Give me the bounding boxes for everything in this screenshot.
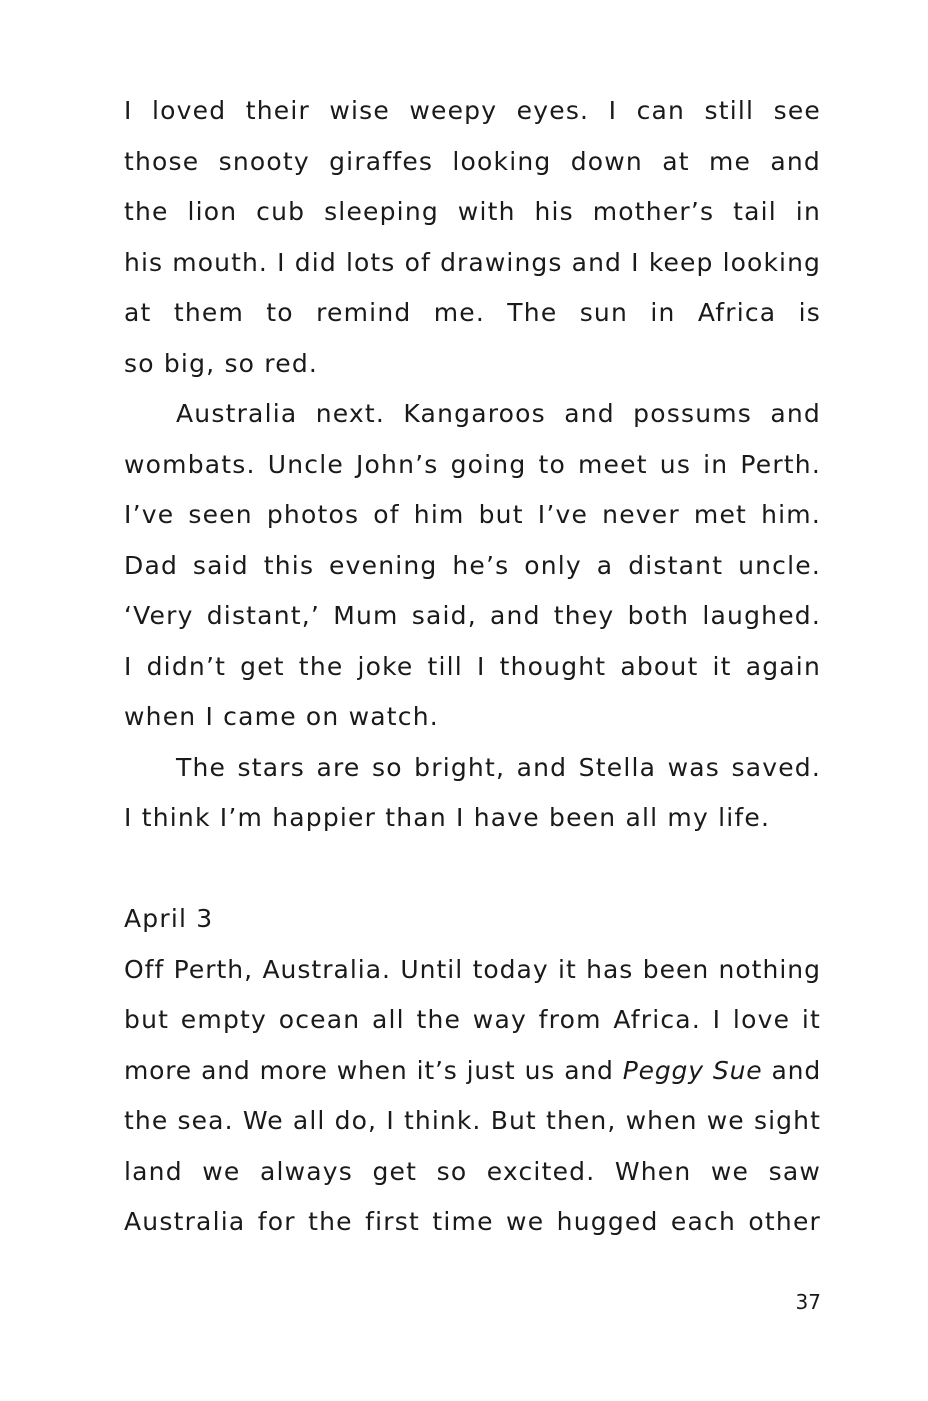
text-line: land we always get so excited. When we saw <box>124 1156 821 1186</box>
text-line: I’ve seen photos of him but I’ve never met him. <box>124 500 821 529</box>
text-line: those snooty giraffes looking down at me and <box>124 146 821 176</box>
text-line: the lion cub sleeping with his mother’s tail in <box>124 197 821 226</box>
text-line: ‘Very distant,’ Mum said, and they both laughed. <box>124 601 821 630</box>
section-gap <box>124 844 821 895</box>
text-line: the sea. We all do, I think. But then, when we sight <box>124 1106 821 1135</box>
text-line: his mouth. I did lots of drawings and I keep looking <box>124 247 821 277</box>
text-line: Dad said this evening he’s only a distant uncle. <box>124 550 821 580</box>
boat-name: Peggy Sue <box>622 1055 763 1085</box>
text-line: when I came on watch. <box>124 702 439 731</box>
text-line <box>124 1046 821 1097</box>
text-line: so big, so red. <box>124 348 319 378</box>
body-text <box>124 86 821 1248</box>
text-line: I loved their wise weepy eyes. I can still see <box>124 96 821 125</box>
text-line: wombats. Uncle John’s going to meet us in Perth. <box>124 449 821 479</box>
text-line: but empty ocean all the way from Africa. I love it <box>124 1005 821 1034</box>
text-span: and <box>762 1055 821 1085</box>
text-line: I didn’t get the joke till I thought about it again <box>124 651 821 681</box>
page-number: 37 <box>795 1290 821 1314</box>
text-line: Australia for the first time we hugged each other <box>124 1207 821 1236</box>
text-span: more and more when it’s just us and <box>124 1055 623 1085</box>
text-line: The stars are so bright, and Stella was saved. <box>176 752 821 782</box>
entry-date: April 3 <box>124 904 214 933</box>
text-line: I think I’m happier than I have been all my life. <box>124 803 771 832</box>
text-line: Off Perth, Australia. Until today it has been nothing <box>124 954 821 984</box>
text-line: Australia next. Kangaroos and possums and <box>176 399 821 428</box>
text-line: at them to remind me. The sun in Africa is <box>124 298 821 327</box>
